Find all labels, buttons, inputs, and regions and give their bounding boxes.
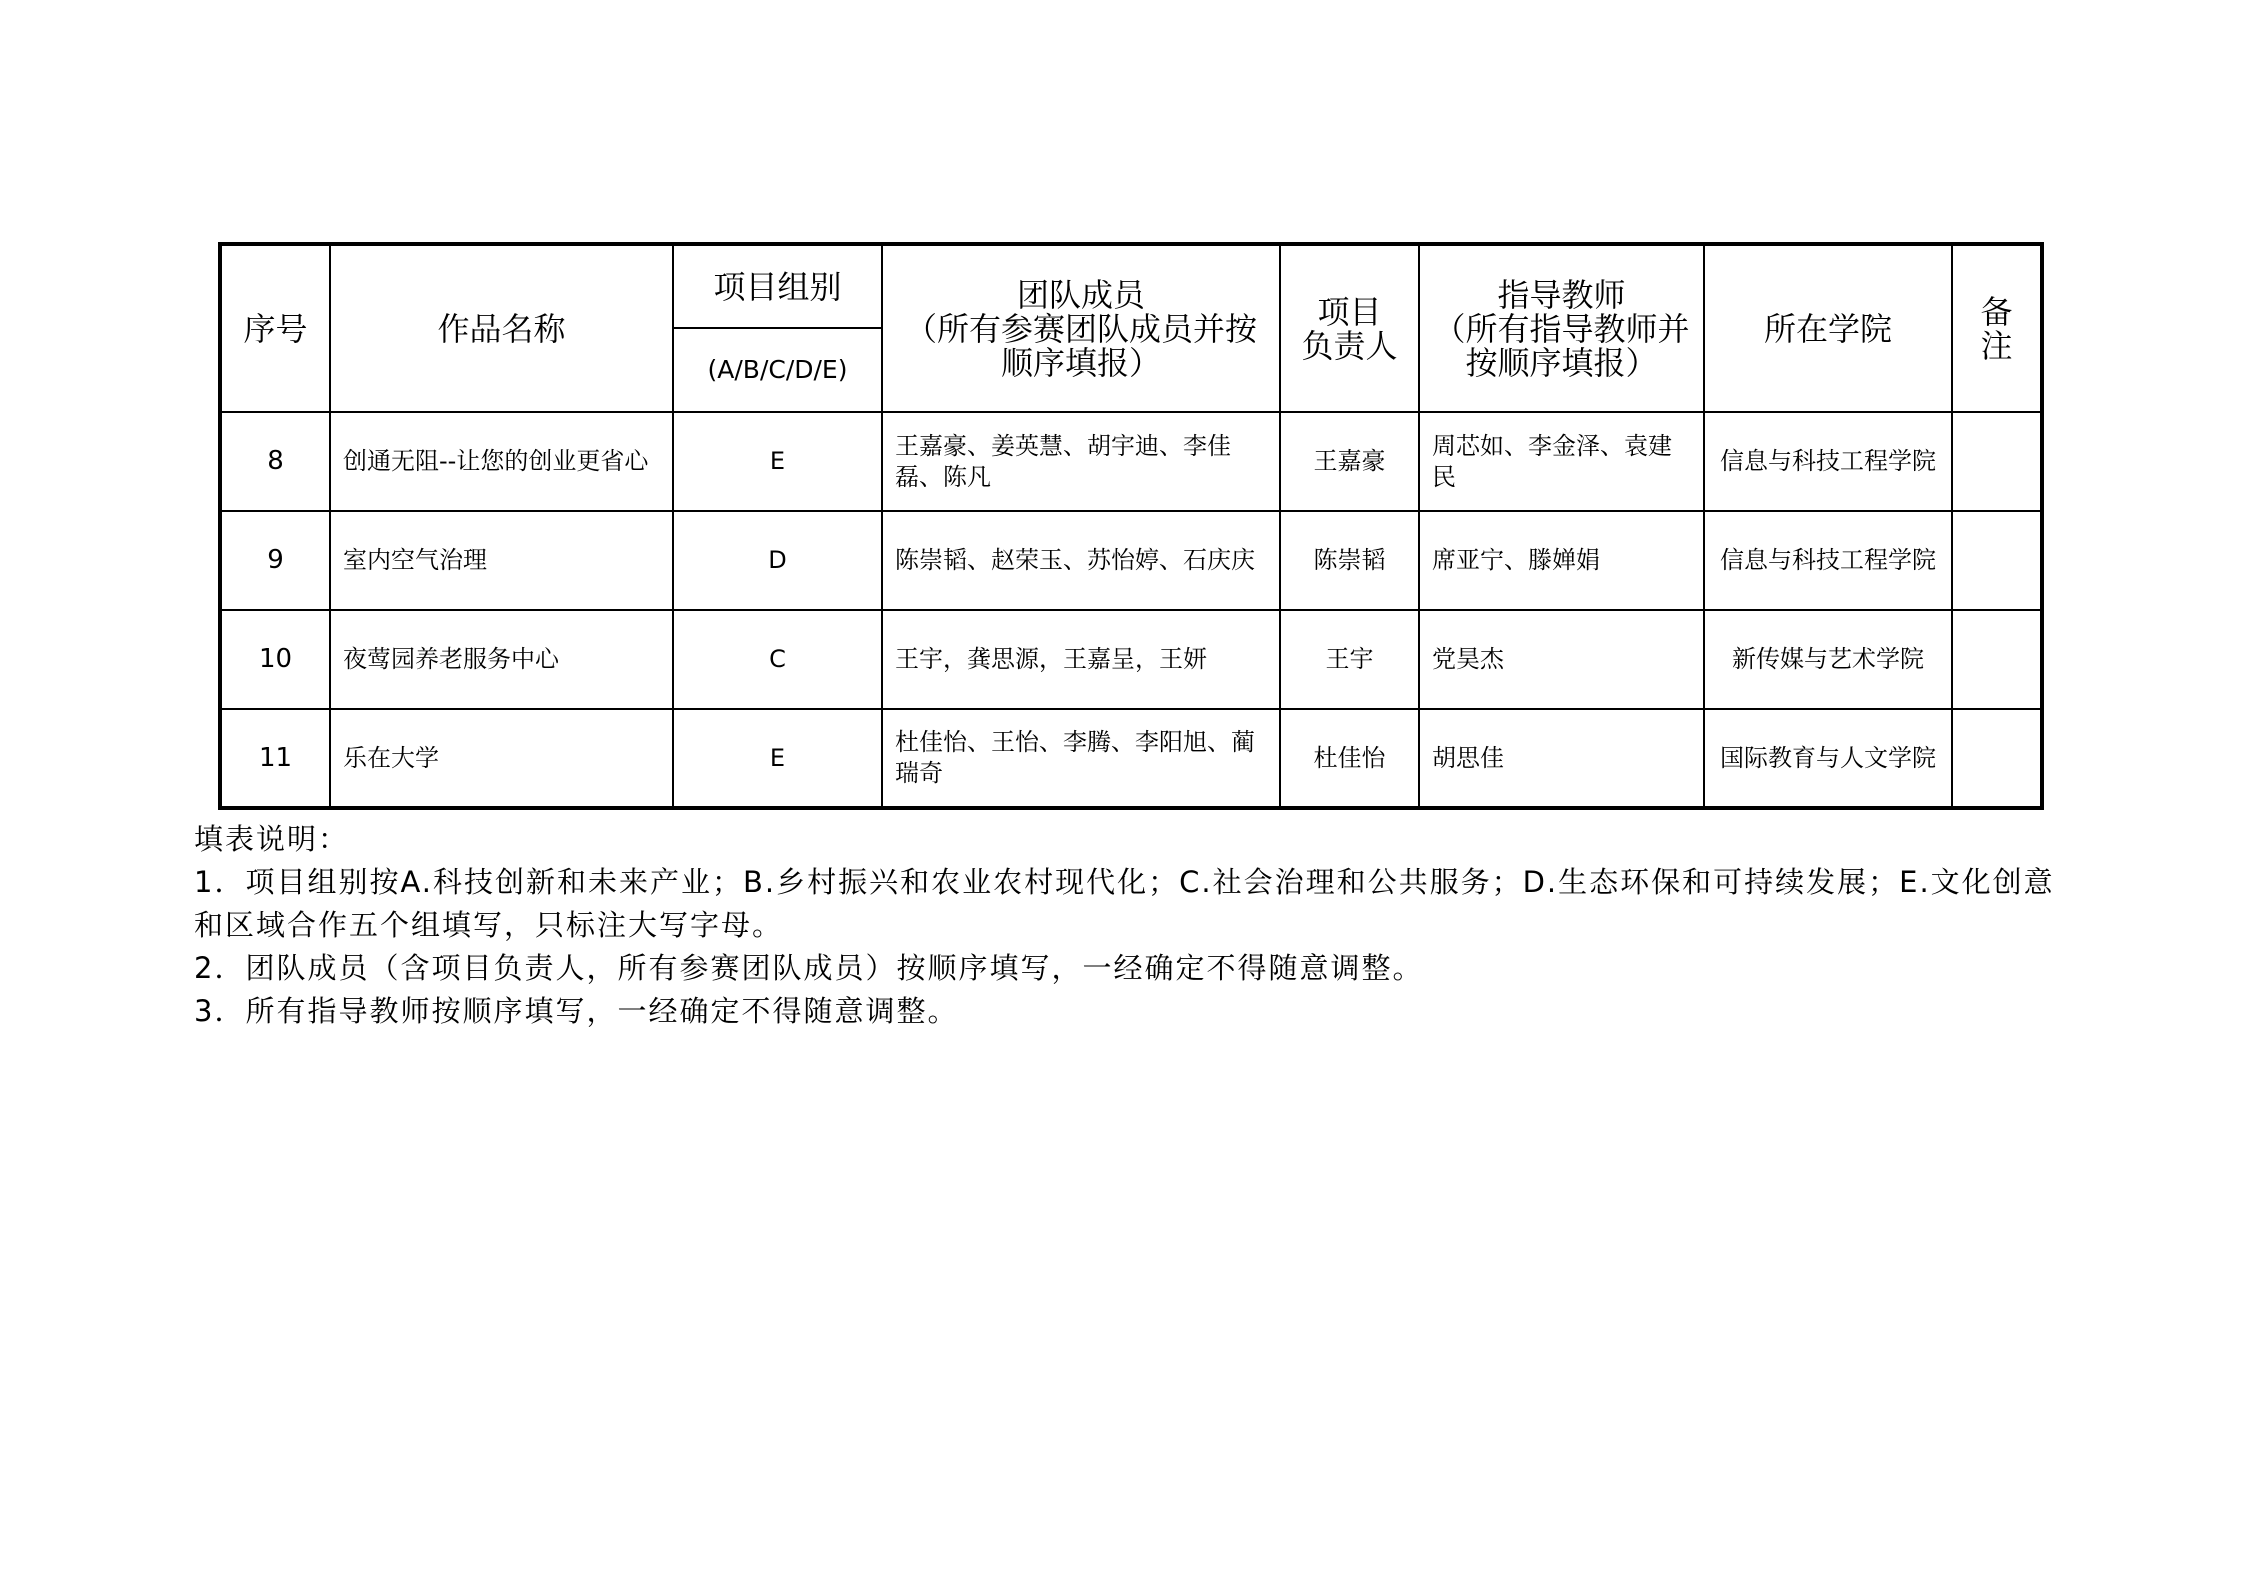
cell-group: D: [673, 511, 882, 610]
table-row: [220, 412, 2042, 511]
table-row: [220, 610, 2042, 709]
cell-advisors: 党昊杰: [1419, 610, 1704, 709]
project-table: [218, 242, 2044, 810]
header-seq: 序号: [220, 244, 330, 412]
header-row: [220, 244, 2042, 328]
header-remark: 备 注: [1952, 244, 2042, 412]
cell-members: 陈崇韬、赵荣玉、苏怡婷、石庆庆: [882, 511, 1280, 610]
note-item: 2．团队成员（含项目负责人，所有参赛团队成员）按顺序填写，一经确定不得随意调整。: [194, 951, 1424, 985]
cell-advisors: 周芯如、李金泽、袁建民: [1419, 412, 1704, 511]
cell-leader: 王嘉豪: [1280, 412, 1419, 511]
cell-leader: 王宇: [1280, 610, 1419, 709]
cell-seq: 8: [220, 412, 330, 511]
table-row: [220, 511, 2042, 610]
cell-remark: [1952, 412, 2042, 511]
note-item: 3．所有指导教师按顺序填写，一经确定不得随意调整。: [194, 994, 959, 1028]
cell-seq: 11: [220, 709, 330, 808]
table-row: [220, 709, 2042, 808]
cell-seq: 9: [220, 511, 330, 610]
cell-leader: 陈崇韬: [1280, 511, 1419, 610]
cell-name: 乐在大学: [330, 709, 673, 808]
header-members: 团队成员 （所有参赛团队成员并按顺序填报）: [882, 244, 1280, 412]
header-college: 所在学院: [1704, 244, 1952, 412]
cell-name: 创通无阻--让您的创业更省心: [330, 412, 673, 511]
form-notes: [194, 818, 2074, 1033]
cell-seq: 10: [220, 610, 330, 709]
cell-college: 信息与科技工程学院: [1704, 412, 1952, 511]
cell-members: 王嘉豪、姜英慧、胡宇迪、李佳磊、陈凡: [882, 412, 1280, 511]
cell-group: E: [673, 709, 882, 808]
cell-advisors: 胡思佳: [1419, 709, 1704, 808]
cell-members: 王宇，龚思源，王嘉呈，王妍: [882, 610, 1280, 709]
notes-title: 填表说明：: [194, 822, 350, 856]
cell-remark: [1952, 610, 2042, 709]
cell-leader: 杜佳怡: [1280, 709, 1419, 808]
cell-college: 新传媒与艺术学院: [1704, 610, 1952, 709]
cell-group: E: [673, 412, 882, 511]
header-leader: 项目 负责人: [1280, 244, 1419, 412]
cell-college: 国际教育与人文学院: [1704, 709, 1952, 808]
cell-members: 杜佳怡、王怡、李腾、李阳旭、蔺瑞奇: [882, 709, 1280, 808]
cell-remark: [1952, 511, 2042, 610]
header-group: 项目组别: [673, 244, 882, 328]
header-name: 作品名称: [330, 244, 673, 412]
cell-name: 夜莺园养老服务中心: [330, 610, 673, 709]
cell-college: 信息与科技工程学院: [1704, 511, 1952, 610]
header-advisors: 指导教师 （所有指导教师并按顺序填报）: [1419, 244, 1704, 412]
cell-group: C: [673, 610, 882, 709]
cell-remark: [1952, 709, 2042, 808]
cell-advisors: 席亚宁、滕婵娟: [1419, 511, 1704, 610]
header-group-codes: (A/B/C/D/E): [673, 328, 882, 412]
cell-name: 室内空气治理: [330, 511, 673, 610]
note-item: 1．项目组别按A.科技创新和未来产业；B.乡村振兴和农业农村现代化；C.社会治理和公共服务；D.生态环保和可持续发展；E.文化创意和区域合作五个组填写，只标注大写字母。: [194, 865, 2055, 942]
